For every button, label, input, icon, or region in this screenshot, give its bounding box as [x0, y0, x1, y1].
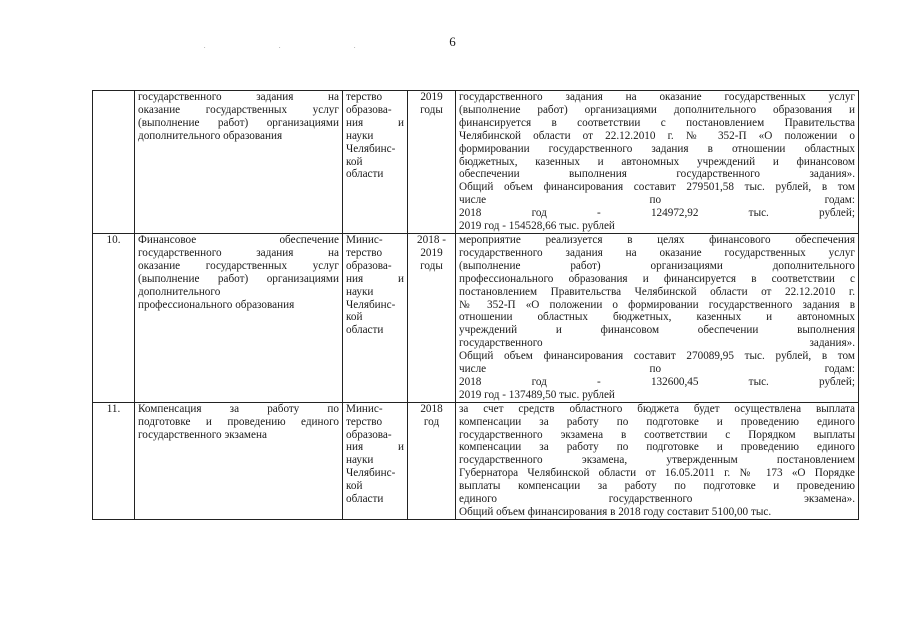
description-line: государственного задания на оказание государственных услуг: [459, 246, 855, 259]
description-line: государственного задания».: [459, 337, 855, 350]
executor-line: кой: [346, 311, 363, 324]
executor-cell: [343, 402, 408, 519]
row-number-cell: 10.: [93, 233, 135, 402]
description-line: числе по годам:: [459, 363, 855, 376]
description-line: государственного задания на оказание государственных услуг: [459, 91, 855, 103]
description-cell: [456, 233, 859, 402]
measure-name-line: оказание государственных услуг: [138, 103, 339, 116]
description-line: государственного экзамена в соответствии с Порядком выплаты: [459, 428, 855, 441]
term-line: год: [423, 415, 440, 428]
description-line: № 352-П «О положении о формировании государственного задания в: [459, 298, 855, 311]
measure-name-line: (выполнение работ) организациями: [138, 272, 339, 285]
description-line: (выполнение работ) организациями дополнительного: [459, 259, 855, 272]
description-line: отношении областных бюджетных, казенных и автономных: [459, 311, 855, 324]
description-line: 2019 год - 154528,66 тыс. рублей: [459, 220, 615, 233]
measure-name-line: государственного задания на: [138, 91, 339, 103]
measure-name-line: Финансовое обеспечение: [138, 233, 339, 246]
executor-line: науки: [346, 285, 374, 298]
description-line: числе по годам:: [459, 194, 855, 207]
executor-line: Челябинс-: [346, 298, 396, 311]
executor-line: терство: [346, 246, 383, 259]
description-line: компенсации за работу по подготовке и проведению единого: [459, 415, 855, 428]
description-cell: [456, 91, 859, 234]
term-cell: [408, 91, 456, 234]
executor-line: Челябинс-: [346, 142, 396, 155]
measure-name-line: государственного экзамена: [138, 428, 267, 441]
executor-line: терство: [346, 91, 383, 103]
table-row: [93, 233, 859, 402]
description-line: 2018 год - 132600,45 тыс. рублей;: [459, 375, 855, 388]
executor-line: кой: [346, 155, 363, 168]
executor-line: области: [346, 324, 384, 337]
term-line: годы: [420, 103, 443, 116]
term-cell: [408, 402, 456, 519]
executor-line: области: [346, 168, 384, 181]
measure-name-line: государственного задания на: [138, 246, 339, 259]
executor-line: кой: [346, 480, 363, 493]
row-number-cell: 11.: [93, 402, 135, 519]
description-line: 2019 год - 137489,50 тыс. рублей: [459, 388, 615, 401]
description-line: Общий объем финансирования составит 270089,95 тыс. рублей, в том: [459, 350, 855, 363]
executor-line: ния и: [346, 116, 404, 129]
description-line: выплаты компенсации за работу по подготовке и проведению: [459, 480, 855, 493]
table-body: [93, 91, 859, 520]
executor-line: терство: [346, 415, 383, 428]
description-line: формировании государственного задания в отношении областных: [459, 142, 855, 155]
executor-line: образова-: [346, 103, 392, 116]
page-number: 6: [449, 34, 456, 49]
measure-name-cell: [135, 91, 343, 234]
measure-name-line: подготовке и проведению единого: [138, 415, 339, 428]
executor-line: науки: [346, 129, 374, 142]
description-line: бюджетных, казенных и автономных учреждений и финансовом: [459, 155, 855, 168]
description-line: финансируется в соответствии с постановлением Правительства: [459, 116, 855, 129]
measure-name-line: Компенсация за работу по: [138, 402, 339, 415]
description-line: Общий объем финансирования составит 279501,58 тыс. рублей, в том: [459, 181, 855, 194]
description-line: Губернатора Челябинской области от 16.05.2011 г. № 173 «О Порядке: [459, 467, 855, 480]
term-line: 2019: [420, 91, 443, 103]
executor-line: образова-: [346, 259, 392, 272]
executor-line: Минис-: [346, 402, 383, 415]
description-cell: [456, 402, 859, 519]
term-line: 2018 -: [417, 233, 446, 246]
description-line: единого государственного экзамена».: [459, 493, 855, 506]
measure-name-line: (выполнение работ) организациями: [138, 116, 339, 129]
executor-cell: [343, 233, 408, 402]
description-line: 2018 год - 124972,92 тыс. рублей;: [459, 207, 855, 220]
executor-line: Минис-: [346, 233, 383, 246]
description-line: Общий объем финансирования в 2018 году составит 5100,00 тыс.: [459, 506, 772, 518]
description-line: обеспечении выполнения государственного задания».: [459, 168, 855, 181]
description-line: мероприятие реализуется в целях финансового обеспечения: [459, 233, 855, 246]
term-line: 2018: [420, 402, 443, 415]
measure-name-line: профессионального образования: [138, 298, 295, 311]
term-line: годы: [420, 259, 443, 272]
table-row: [93, 91, 859, 234]
scan-specks: . . .: [204, 44, 392, 50]
term-line: 2019: [420, 246, 443, 259]
executor-cell: [343, 91, 408, 234]
executor-line: науки: [346, 454, 374, 467]
measure-name-line: дополнительного: [138, 285, 221, 298]
description-line: компенсации за работу по подготовке и проведению единого: [459, 441, 855, 454]
executor-line: области: [346, 493, 384, 506]
executor-line: ния и: [346, 441, 404, 454]
description-line: государственного экзамена, утвержденным постановлением: [459, 454, 855, 467]
measure-name-line: оказание государственных услуг: [138, 259, 339, 272]
measure-name-cell: [135, 233, 343, 402]
description-line: постановлением Правительства Челябинской области от 22.12.2010 г.: [459, 285, 855, 298]
executor-line: образова-: [346, 428, 392, 441]
executor-line: Челябинс-: [346, 467, 396, 480]
measures-table: [92, 90, 859, 520]
measure-name-cell: [135, 402, 343, 519]
executor-line: ния и: [346, 272, 404, 285]
row-number-cell: [93, 91, 135, 234]
description-line: за счет средств областного бюджета будет осуществлена выплата: [459, 402, 855, 415]
table-row: [93, 402, 859, 519]
description-line: профессионального образования и финансируется в соответствии с: [459, 272, 855, 285]
description-line: (выполнение работ) организациями дополнительного образования и: [459, 103, 855, 116]
term-cell: [408, 233, 456, 402]
description-line: учреждений и финансовом обеспечении выполнения: [459, 324, 855, 337]
measure-name-line: дополнительного образования: [138, 129, 283, 142]
description-line: Челябинской области от 22.12.2010 г. № 352-П «О положении о: [459, 129, 855, 142]
